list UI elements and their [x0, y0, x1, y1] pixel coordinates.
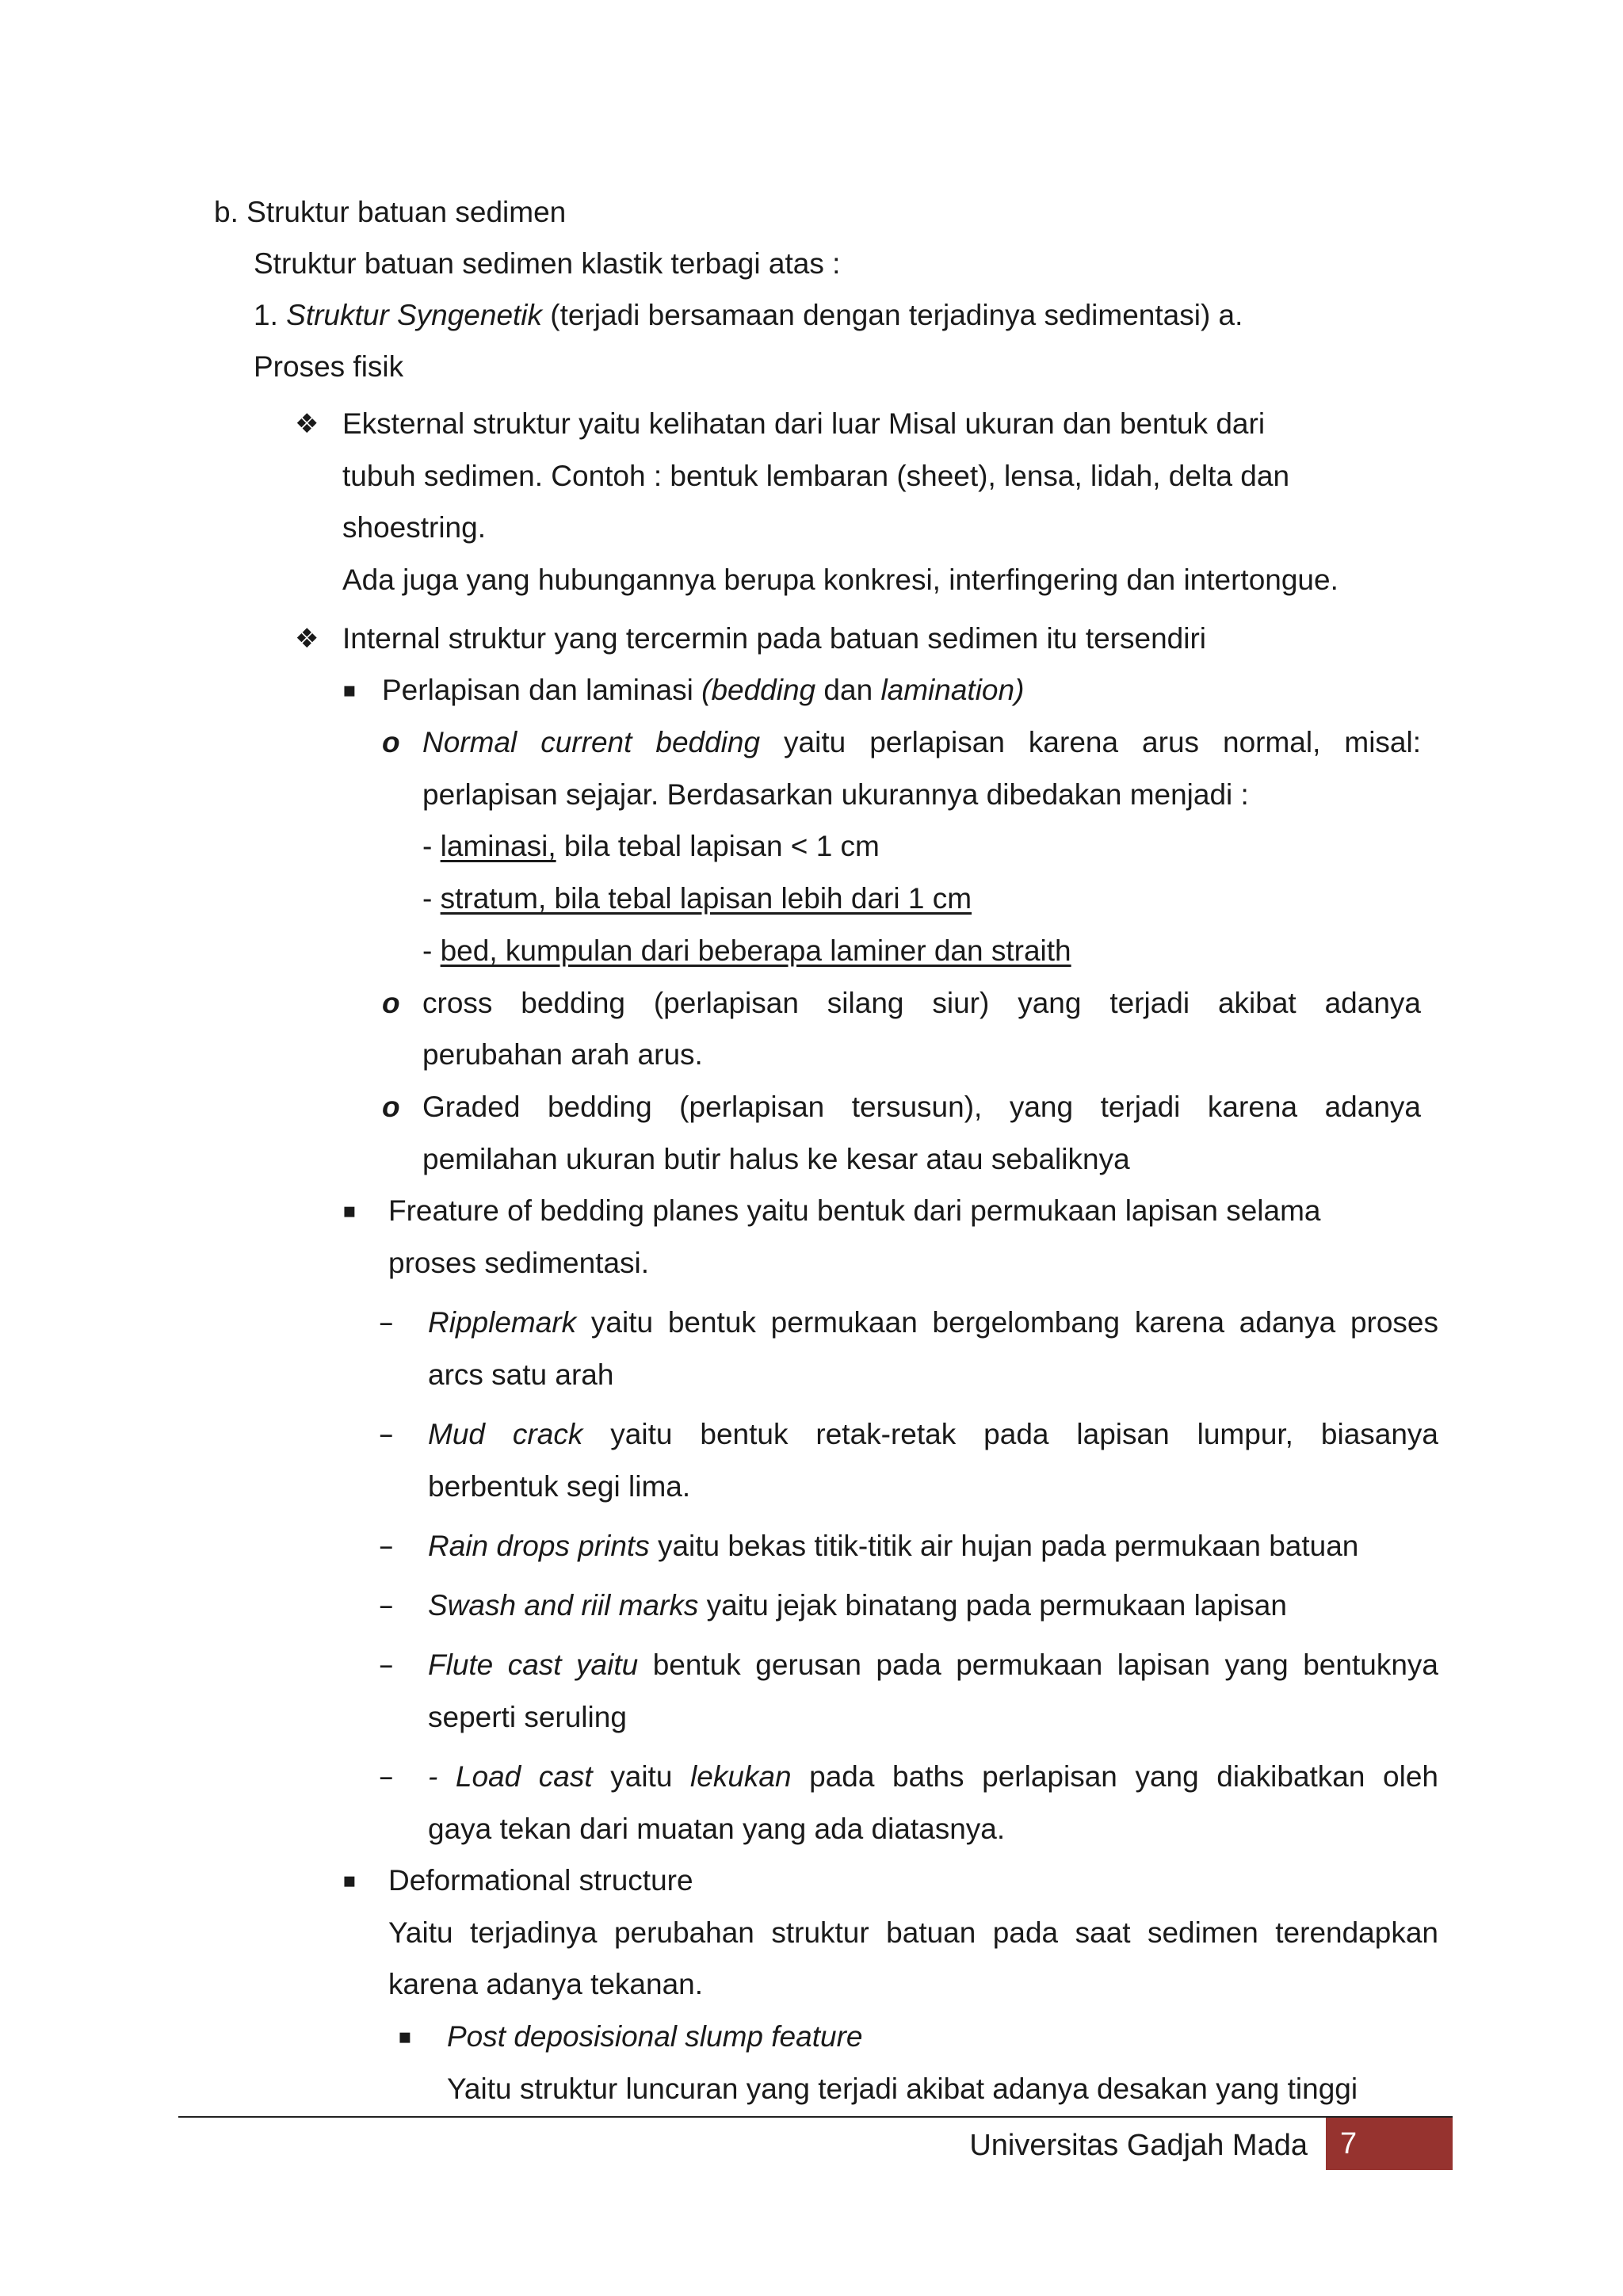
bullet-item-text: Eksternal struktur yaitu kelihatan dari luar Misal ukuran dan bentuk dari [342, 407, 1266, 440]
paragraph-line: pemilahan ukuran butir halus ke kesar atau sebaliknya [422, 1143, 1130, 1175]
square-bullet-icon: ▪ [342, 678, 357, 702]
paragraph-line: arcs satu arah [428, 1358, 614, 1391]
bullet-item-text: Perlapisan dan laminasi (bedding dan lamination) [382, 674, 1025, 706]
paragraph-line: Yaitu terjadinya perubahan struktur batuan pada saat sedimen terendapkan [388, 1916, 1438, 1949]
paragraph-line: seperti seruling [428, 1701, 627, 1733]
dash-bullet-icon: – [379, 1588, 394, 1622]
list-line: - stratum, bila tebal lapisan lebih dari 1 cm [422, 882, 972, 915]
paragraph-line: proses sedimentasi. [388, 1247, 650, 1279]
paragraph-line: shoestring. [342, 511, 486, 544]
paragraph-line: perubahan arah arus. [422, 1038, 703, 1071]
bullet-item-text: Normal current bedding yaitu perlapisan karena arus normal, misal: [422, 726, 1421, 758]
numbered-item: 1. Struktur Syngenetik (terjadi bersamaan dengan terjadinya sedimentasi) a. [254, 299, 1243, 331]
dash-bullet-icon: – [379, 1417, 394, 1451]
bullet-item-text: Deformational structure [388, 1864, 693, 1897]
circle-bullet-icon: o [382, 726, 400, 758]
dash-bullet-icon: – [379, 1648, 394, 1682]
circle-bullet-icon: o [382, 987, 400, 1019]
paragraph-line: Yaitu struktur luncuran yang terjadi akibat adanya desakan yang tinggi [447, 2073, 1358, 2105]
paragraph-line: karena adanya tekanan. [388, 1968, 704, 2000]
page-number: 7 [1340, 2127, 1358, 2160]
bullet-item-text: Ripplemark yaitu bentuk permukaan bergelombang karena adanya proses [428, 1306, 1438, 1339]
bullet-item-text: cross bedding (perlapisan silang siur) yang terjadi akibat adanya [422, 987, 1421, 1019]
square-bullet-icon: ▪ [398, 2025, 412, 2049]
square-bullet-icon: ▪ [342, 1869, 357, 1893]
dash-bullet-icon: – [379, 1305, 394, 1339]
paragraph-line: Ada juga yang hubungannya berupa konkresi, interfingering dan intertongue. [342, 563, 1338, 596]
paragraph-line: Struktur batuan sedimen klastik terbagi atas : [254, 247, 841, 280]
footer-divider [178, 2116, 1453, 2118]
diamond-bullet-icon: ❖ [295, 623, 319, 655]
bullet-item-text: Swash and riil marks yaitu jejak binatang pada permukaan lapisan [428, 1589, 1287, 1622]
list-line: - bed, kumpulan dari beberapa laminer dan straith [422, 934, 1071, 967]
diamond-bullet-icon: ❖ [295, 408, 319, 440]
dash-bullet-icon: – [379, 1529, 394, 1563]
bullet-item-text: Internal struktur yang tercermin pada batuan sedimen itu tersendiri [342, 622, 1207, 655]
bullet-item-text: Flute cast yaitu bentuk gerusan pada permukaan lapisan yang bentuknya [428, 1648, 1438, 1681]
bullet-item-text: Mud crack yaitu bentuk retak-retak pada lapisan lumpur, biasanya [428, 1418, 1439, 1450]
section-heading: b. Struktur batuan sedimen [214, 196, 567, 228]
bullet-item-text: - Load cast yaitu lekukan pada baths perlapisan yang diakibatkan oleh [428, 1760, 1438, 1793]
paragraph-line: tubuh sedimen. Contoh : bentuk lembaran (sheet), lensa, lidah, delta dan [342, 460, 1290, 492]
bullet-item-text: Freature of bedding planes yaitu bentuk dari permukaan lapisan selama [388, 1194, 1321, 1227]
paragraph-line: berbentuk segi lima. [428, 1470, 691, 1503]
paragraph-line: Proses fisik [254, 350, 404, 383]
paragraph-line: gaya tekan dari muatan yang ada diatasnya. [428, 1813, 1006, 1845]
bullet-item-text: Rain drops prints yaitu bekas titik-titik air hujan pada permukaan batuan [428, 1530, 1359, 1562]
dash-bullet-icon: – [379, 1759, 394, 1794]
bullet-item-text: Post deposisional slump feature [447, 2020, 863, 2053]
footer-institution: Universitas Gadjah Mada [969, 2129, 1308, 2162]
circle-bullet-icon: o [382, 1091, 400, 1123]
bullet-item-text: Graded bedding (perlapisan tersusun), yang terjadi karena adanya [422, 1091, 1421, 1123]
page-number-badge [1326, 2118, 1453, 2170]
paragraph-line: perlapisan sejajar. Berdasarkan ukurannya dibedakan menjadi : [422, 778, 1249, 811]
list-line: - laminasi, bila tebal lapisan < 1 cm [422, 830, 880, 862]
square-bullet-icon: ▪ [342, 1199, 357, 1223]
